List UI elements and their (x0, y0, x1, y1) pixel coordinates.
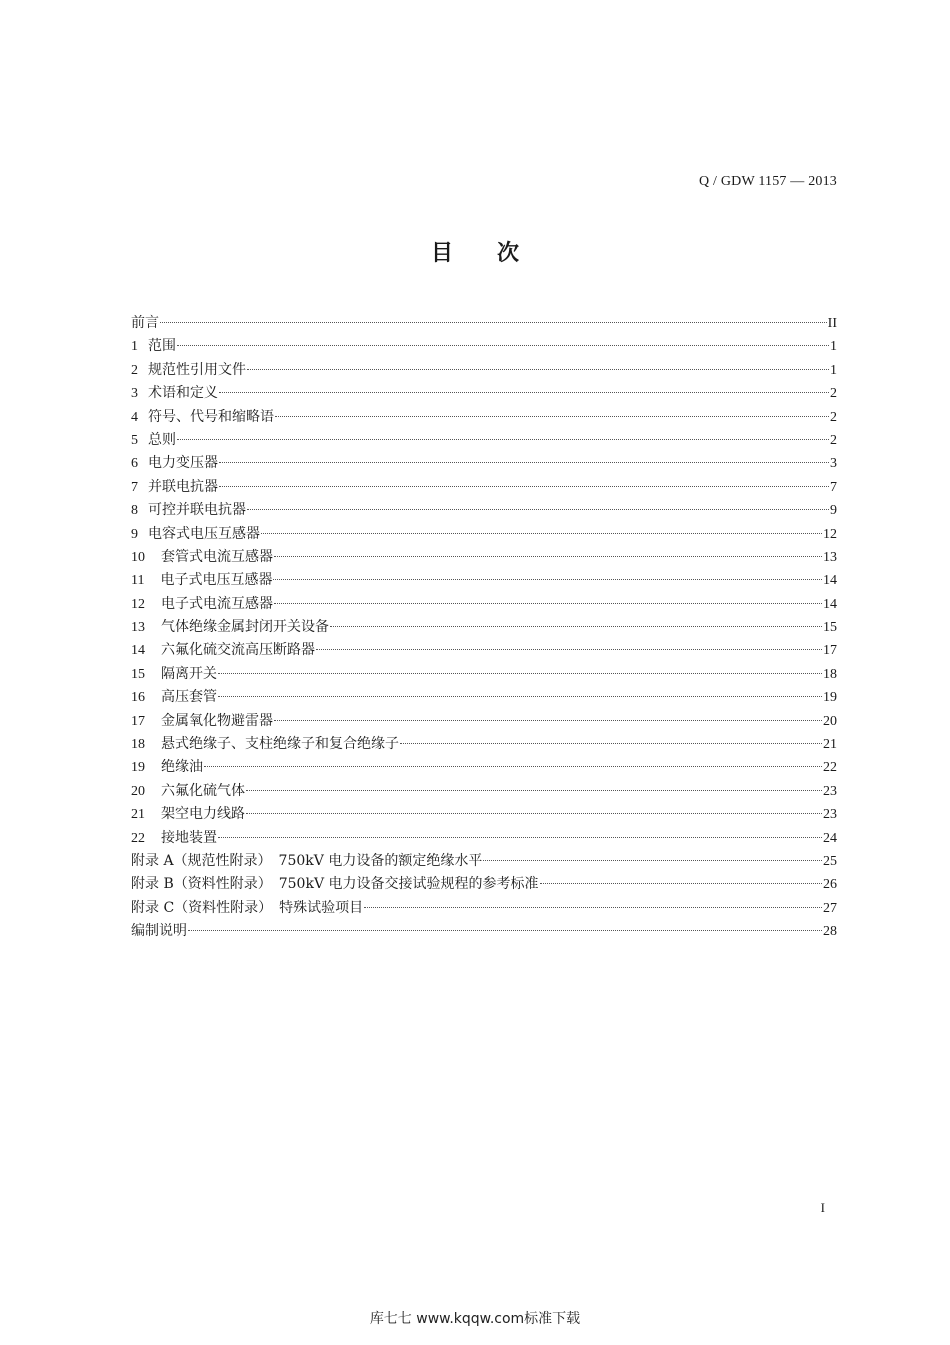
toc-entry-number: 19 (131, 760, 145, 776)
toc-entry-page: 9 (830, 503, 837, 519)
footer-watermark: 库七七 www.kqqw.com标准下载 (369, 1311, 581, 1327)
toc-entry[interactable] (131, 335, 837, 358)
toc-leader-dots (218, 695, 822, 697)
toc-leader-dots (246, 789, 822, 791)
toc-entry-label: 气体绝缘金属封闭开关设备 (161, 619, 329, 636)
toc-entry-number: 9 (131, 526, 138, 542)
toc-entry[interactable] (131, 569, 837, 592)
toc-entry[interactable] (131, 616, 837, 639)
toc-entry-number: 22 (131, 830, 145, 846)
toc-leader-dots (261, 532, 822, 534)
toc-entry-page: 3 (830, 456, 837, 472)
toc-entry-page: 27 (823, 900, 837, 916)
toc-entry-number: 10 (131, 549, 145, 565)
toc-entry[interactable] (131, 639, 837, 662)
toc-entry-number: 11 (131, 573, 145, 589)
toc-entry-label: 规范性引用文件 (148, 361, 246, 378)
toc-entry-label: 电子式电流互感器 (161, 595, 273, 612)
toc-entry-label: 金属氧化物避雷器 (161, 712, 273, 729)
toc-entry-number: 20 (131, 783, 145, 799)
toc-entry-page: 12 (823, 526, 837, 542)
toc-entry-label: 套管式电流互感器 (161, 548, 273, 565)
toc-entry[interactable] (131, 499, 837, 522)
toc-leader-dots (177, 438, 829, 440)
toc-entry-label: 可控并联电抗器 (148, 502, 246, 519)
toc-entry-number: 3 (131, 386, 138, 402)
toc-entry-label: 架空电力线路 (161, 806, 245, 823)
toc-entry-label: 范围 (148, 338, 176, 355)
toc-entry-page: 18 (823, 666, 837, 682)
toc-entry[interactable] (131, 780, 837, 803)
toc-leader-dots (540, 882, 822, 884)
toc-entry[interactable] (131, 382, 837, 405)
toc-entry-number: 18 (131, 737, 145, 753)
toc-leader-dots (274, 555, 822, 557)
toc-entry[interactable] (131, 546, 837, 569)
toc-entry-page: 7 (830, 479, 837, 495)
toc-entry-label: 六氟化硫气体 (161, 782, 245, 799)
toc-leader-dots (204, 765, 822, 767)
toc-entry-page: II (827, 316, 837, 331)
toc-leader-dots (274, 602, 822, 604)
toc-leader-dots (330, 625, 822, 627)
toc-entry-page: 19 (823, 690, 837, 706)
toc-leader-dots (400, 742, 822, 744)
toc-leader-dots (160, 321, 827, 323)
toc-entry[interactable] (131, 312, 837, 335)
toc-leader-dots (246, 812, 822, 814)
toc-leader-dots (218, 836, 822, 838)
toc-entry-page: 1 (830, 339, 837, 355)
toc-entry-page: 2 (830, 409, 837, 425)
toc-entry[interactable] (131, 756, 837, 779)
toc-entry-page: 14 (823, 573, 837, 589)
toc-entry-label: 接地装置 (161, 829, 217, 846)
toc-entry-page: 2 (830, 386, 837, 402)
toc-leader-dots (177, 344, 829, 346)
toc-entry-page: 13 (823, 549, 837, 565)
toc-leader-dots (218, 672, 822, 674)
toc-entry[interactable] (131, 897, 837, 920)
page-number: I (820, 1200, 825, 1215)
toc-entry[interactable] (131, 663, 837, 686)
toc-entry-label: 绝缘油 (161, 759, 203, 776)
toc-entry-number: 13 (131, 620, 145, 636)
toc-entry[interactable] (131, 593, 837, 616)
table-of-contents (131, 312, 837, 944)
page-title: 目 次 (430, 241, 519, 266)
toc-entry-label: 总则 (148, 431, 176, 448)
toc-entry-label: 并联电抗器 (148, 478, 218, 495)
toc-entry-number: 17 (131, 713, 145, 729)
toc-entry-label: 附录 C（资料性附录） 特殊试验项目 (131, 899, 364, 916)
toc-entry-number: 16 (131, 690, 145, 706)
toc-entry-page: 24 (823, 830, 837, 846)
toc-entry[interactable] (131, 710, 837, 733)
toc-entry-number: 15 (131, 666, 145, 682)
toc-entry[interactable] (131, 523, 837, 546)
toc-entry-number: 14 (131, 643, 145, 659)
toc-leader-dots (364, 906, 822, 908)
toc-entry-number: 8 (131, 503, 138, 519)
toc-entry-label: 电力变压器 (148, 455, 218, 472)
toc-entry[interactable] (131, 733, 837, 756)
toc-leader-dots (274, 719, 822, 721)
toc-entry-page: 26 (823, 877, 837, 893)
toc-entry-label: 六氟化硫交流高压断路器 (161, 642, 315, 659)
toc-entry-number: 2 (131, 362, 138, 378)
toc-entry-label: 符号、代号和缩略语 (148, 408, 274, 425)
toc-entry-label: 附录 B（资料性附录） 750kV 电力设备交接试验规程的参考标准 (131, 876, 539, 893)
toc-entry-page: 20 (823, 713, 837, 729)
toc-entry[interactable] (131, 406, 837, 429)
document-code: Q / GDW 1157 — 2013 (699, 174, 837, 189)
toc-entry-number: 4 (131, 409, 138, 425)
toc-leader-dots (247, 508, 829, 510)
toc-entry-page: 14 (823, 596, 837, 612)
toc-leader-dots (316, 648, 822, 650)
toc-entry-number: 21 (131, 807, 145, 823)
toc-entry[interactable] (131, 429, 837, 452)
toc-entry-label: 隔离开关 (161, 665, 217, 682)
toc-entry[interactable] (131, 850, 837, 873)
toc-entry-number: 1 (131, 339, 138, 355)
toc-leader-dots (188, 929, 822, 931)
toc-entry[interactable] (131, 803, 837, 826)
toc-entry[interactable] (131, 920, 837, 943)
toc-entry[interactable] (131, 686, 837, 709)
toc-entry-label: 编制说明 (131, 923, 187, 940)
toc-entry-page: 1 (830, 362, 837, 378)
toc-leader-dots (275, 415, 829, 417)
toc-entry-page: 17 (823, 643, 837, 659)
toc-entry-number: 7 (131, 479, 138, 495)
toc-entry-label: 悬式绝缘子、支柱绝缘子和复合绝缘子 (161, 736, 399, 753)
toc-entry-number: 5 (131, 432, 138, 448)
toc-leader-dots (219, 391, 829, 393)
toc-entry-label: 附录 A（规范性附录） 750kV 电力设备的额定绝缘水平 (131, 852, 483, 869)
toc-leader-dots (247, 368, 829, 370)
toc-entry-label: 术语和定义 (148, 385, 218, 402)
toc-entry[interactable] (131, 476, 837, 499)
toc-entry-label: 前言 (131, 315, 159, 331)
toc-entry-page: 28 (823, 924, 837, 940)
toc-entry-number: 12 (131, 596, 145, 612)
toc-entry-page: 2 (830, 432, 837, 448)
toc-entry-page: 22 (823, 760, 837, 776)
toc-entry-label: 高压套管 (161, 689, 217, 706)
toc-entry-label: 电容式电压互感器 (148, 525, 260, 542)
toc-leader-dots (219, 461, 829, 463)
toc-entry-page: 21 (823, 737, 837, 753)
toc-leader-dots (483, 859, 822, 861)
toc-entry-page: 23 (823, 807, 837, 823)
toc-entry[interactable] (131, 873, 837, 896)
toc-leader-dots (273, 578, 822, 580)
toc-entry-page: 15 (823, 620, 837, 636)
toc-entry[interactable] (131, 827, 837, 850)
toc-entry-page: 23 (823, 783, 837, 799)
toc-leader-dots (219, 485, 829, 487)
toc-entry-label: 电子式电压互感器 (160, 572, 273, 589)
toc-entry-number: 6 (131, 456, 138, 472)
toc-entry[interactable] (131, 359, 837, 382)
toc-entry[interactable] (131, 452, 837, 475)
toc-entry-page: 25 (823, 853, 837, 869)
